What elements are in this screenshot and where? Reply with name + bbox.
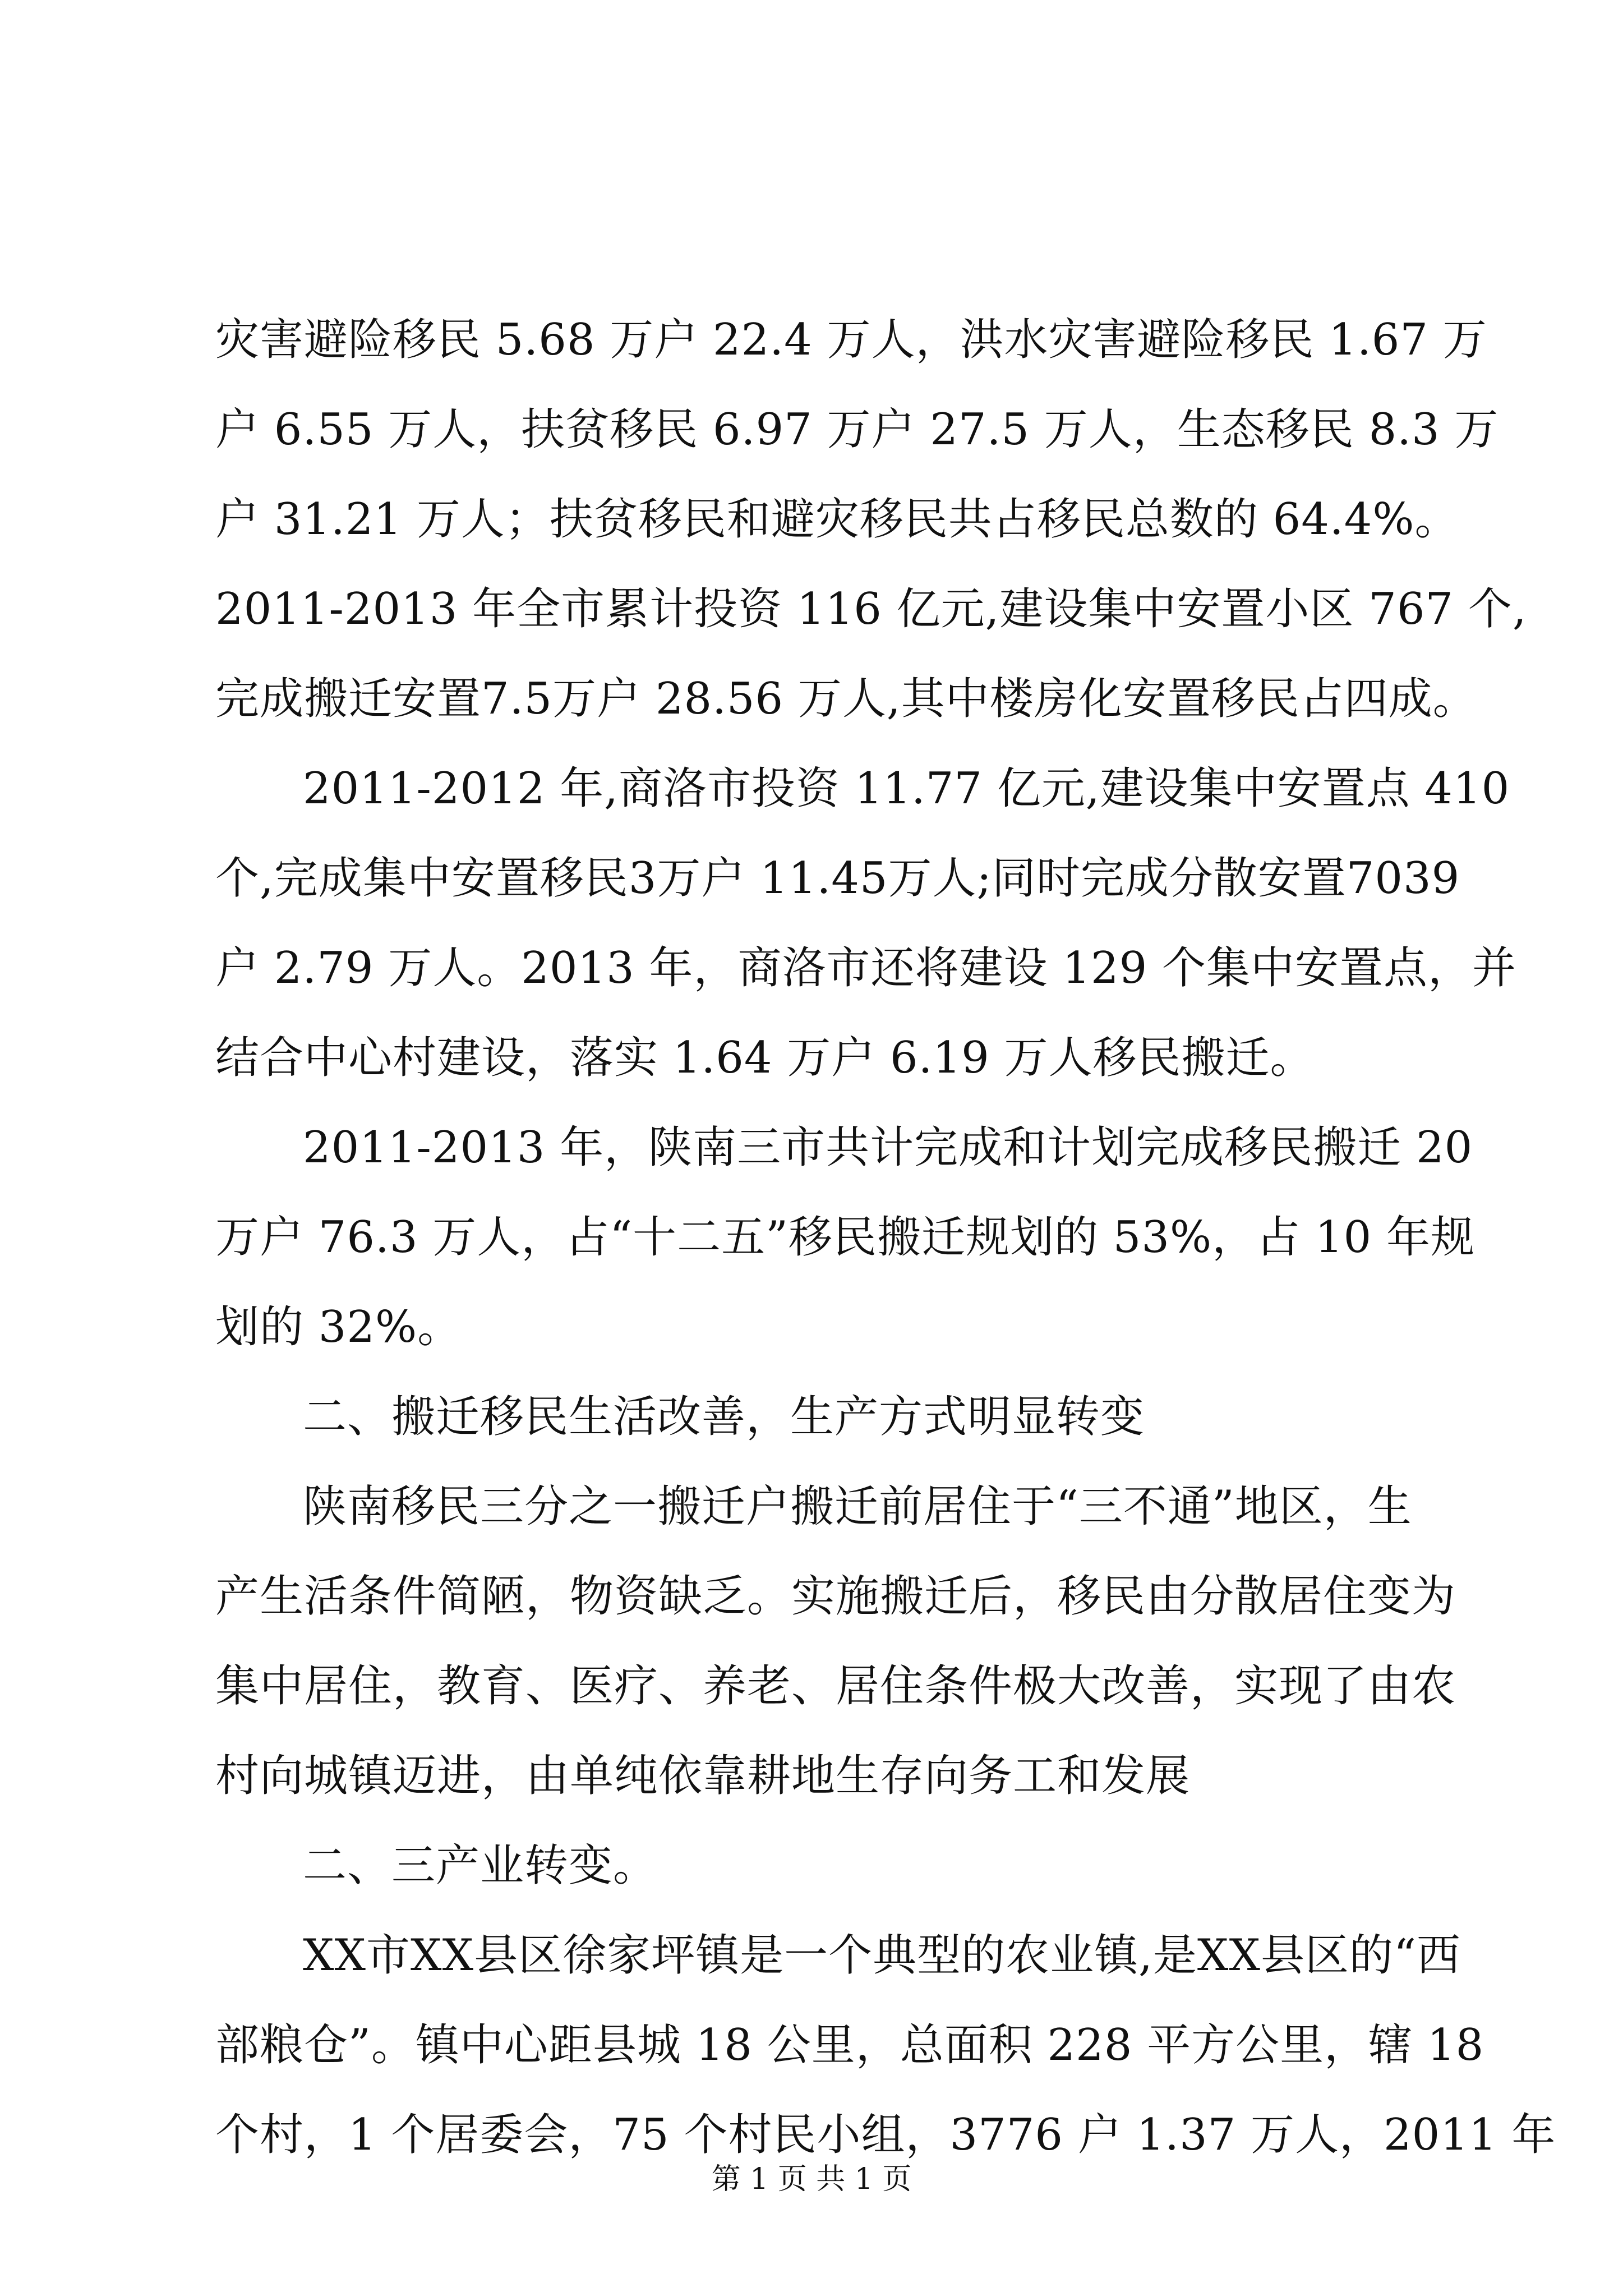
page-number-footer: 第 1 页 共 1 页: [711, 2162, 912, 2196]
text-line: 灾害避险移民 5.68 万户 22.4 万人，洪水灾害避险移民 1.67 万: [215, 315, 1487, 365]
text-line: 划的 32%。: [215, 1302, 462, 1352]
paragraph-start-line: 2011-2012 年,商洛市投资 11.77 亿元,建设集中安置点 410: [303, 763, 1510, 814]
text-line: 户 2.79 万人。2013 年，商洛市还将建设 129 个集中安置点，并: [215, 943, 1517, 993]
text-line: 个,完成集中安置移民3万户 11.45万人;同时完成分散安置7039: [215, 853, 1460, 904]
text-line: 产生活条件简陋，物资缺乏。实施搬迁后，移民由分散居住变为: [215, 1571, 1456, 1622]
text-line: 集中居住，教育、医疗、养老、居住条件极大改善，实现了由农: [215, 1661, 1456, 1711]
paragraph-start-line: 二、三产业转变。: [303, 1841, 658, 1891]
text-line: 结合中心村建设，落实 1.64 万户 6.19 万人移民搬迁。: [215, 1033, 1315, 1083]
text-line: 部粮仓”。镇中心距县城 18 公里，总面积 228 平方公里，辖 18: [215, 2020, 1484, 2070]
paragraph-start-line: 2011-2013 年，陕南三市共计完成和计划完成移民搬迁 20: [303, 1122, 1473, 1173]
paragraph-start-line: 陕南移民三分之一搬迁户搬迁前居住于“三不通”地区，生: [303, 1481, 1412, 1532]
text-line: 户 31.21 万人；扶贫移民和避灾移民共占移民总数的 64.4%。: [215, 494, 1459, 545]
text-line: 完成搬迁安置7.5万户 28.56 万人,其中楼房化安置移民占四成。: [215, 674, 1477, 724]
paragraph-start-line: XX市XX县区徐家坪镇是一个典型的农业镇,是XX县区的“西: [303, 1930, 1461, 1981]
section-heading: 二、搬迁移民生活改善，生产方式明显转变: [303, 1392, 1145, 1442]
text-line: 村向城镇迈进，由单纯依靠耕地生存向务工和发展: [215, 1751, 1191, 1801]
text-line: 个村，1 个居委会，75 个村民小组，3776 户 1.37 万人，2011 年: [215, 2110, 1556, 2160]
text-line: 户 6.55 万人，扶贫移民 6.97 万户 27.5 万人，生态移民 8.3 万: [215, 404, 1499, 455]
text-line: 万户 76.3 万人，占“十二五”移民搬迁规划的 53%，占 10 年规: [215, 1212, 1476, 1263]
text-line: 2011-2013 年全市累计投资 116 亿元,建设集中安置小区 767 个,: [215, 584, 1527, 634]
